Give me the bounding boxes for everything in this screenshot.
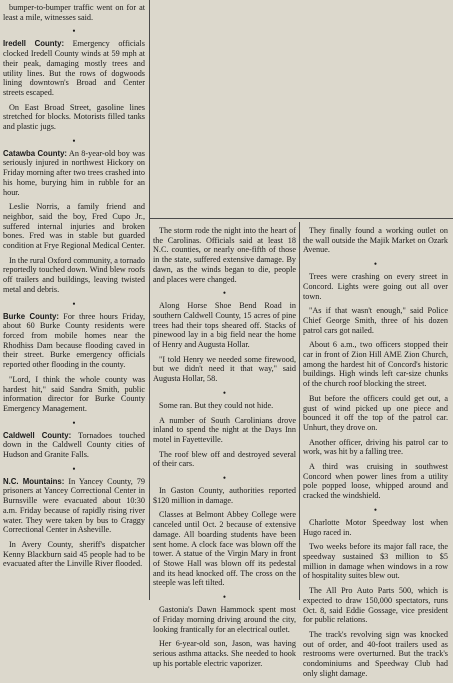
body-paragraph: Gastonia's Dawn Hammock spent most of Friday morning driving around the city, looking frantically for an electrical outlet. xyxy=(153,605,296,634)
body-paragraph: "As if that wasn't enough," said Police Chief George Smith, three of his dozen patrol cars got nailed. xyxy=(303,306,448,335)
body-paragraph: Along Horse Shoe Bend Road in southern Caldwell County, 15 acres of pine trees had their tops sheared off. Stacks of pinewood lay in a big field near the home of Henry and Augusta Hollar. xyxy=(153,301,296,350)
section-bullet-separator: • xyxy=(72,298,76,309)
body-paragraph: The track's revolving sign was knocked out of order, and 40-foot trailers used as restrooms were overturned. But the track's condominiums and Speedway Club had only slight damage. xyxy=(303,629,448,678)
section-bullet-separator: • xyxy=(72,135,76,146)
section-paragraph xyxy=(3,431,145,460)
body-paragraph: Leslie Norris, a family friend and neighbor, said the boy, Fred Cupo Jr., suffered internal injuries and broken bones. Fred was in stable but guarded condition at Frye Regional Medical Center. xyxy=(3,202,145,251)
section-bullet-separator: • xyxy=(72,463,76,474)
section-paragraph xyxy=(3,477,145,535)
section-heading: Catawba County: xyxy=(3,148,67,158)
body-paragraph: Two weeks before its major fall race, the speedway sustained $3 million to $5 million in damage when windows in a row of hospitality suites blew out. xyxy=(303,542,448,581)
body-paragraph: "Lord, I think the whole county was hardest hit," said Sandra Smith, public information director for Burke County Emergency Management. xyxy=(3,374,145,413)
section-bullet-separator: • xyxy=(222,288,227,299)
body-paragraph: A third was cruising in southwest Concord when power lines from a utility pole popped loose, whipped around and cracked the windshield. xyxy=(303,462,448,501)
body-paragraph: But before the officers could get out, a gust of wind picked up one piece and bounced it off the top of the patrol car. Unhurt, they drove on. xyxy=(303,393,448,432)
section-text: For three hours Friday, about 60 Burke County residents were forced from mobile homes near the Rhodhiss Dam because flooding caved in their street. Burke emergency officials reported other flooding in the county. xyxy=(3,311,145,370)
top-section-rule xyxy=(149,218,453,219)
body-paragraph: The All Pro Auto Parts 500, which is expected to draw 150,000 spectators, runs Oct. 8, said Eddie Gossage, vice president for public relations. xyxy=(303,586,448,625)
section-text: An 8-year-old boy was seriously injured in northwest Hickory on Friday morning after two trees crashed into his home, burying him in rubble for an hour. xyxy=(3,148,145,197)
body-paragraph: "I told Henry we needed some firewood, but we didn't need it that way," said Augusta Hollar, 58. xyxy=(153,354,296,384)
body-paragraph: On East Broad Street, gasoline lines stretched for blocks. Motorists filled tanks and plastic jugs. xyxy=(3,102,145,132)
body-paragraph: The storm rode the night into the heart of the Carolinas. Officials said at least 18 N.C. counties, or nearly one-fifth of those in the state, suffered extensive damage. By dawn, as the winds began to die, people and places were changed. xyxy=(153,226,296,284)
section-heading: Burke County: xyxy=(3,311,59,321)
section-paragraph xyxy=(3,312,145,370)
body-paragraph: Charlotte Motor Speedway lost when Hugo raced in. xyxy=(303,517,448,537)
column-3 xyxy=(303,226,448,683)
body-paragraph: Her 6-year-old son, Jason, was having serious asthma attacks. She needed to hook up his portable electric vaporizer. xyxy=(153,639,296,668)
body-paragraph: bumper-to-bumper traffic went on for at least a mile, witnesses said. xyxy=(3,3,145,22)
body-paragraph: A number of South Carolinians drove inland to spend the night at the Days Inn motel in Fayetteville. xyxy=(153,415,296,444)
section-paragraph xyxy=(3,39,145,97)
section-heading: N.C. Mountains: xyxy=(3,476,65,486)
body-paragraph: In Avery County, sheriff's dispatcher Kenny Blackburn said 45 people had to be evacuated after the Linville River flooded. xyxy=(3,539,145,569)
body-paragraph: About 6 a.m., two officers stopped their car in front of Zion Hill AME Zion Church, among the hardest hit of Concord's historic buildings. High winds left car-size chunks of the church roof blocking the street. xyxy=(303,340,448,389)
body-paragraph: Trees were crashing on every street in Concord. Lights were going out all over town. xyxy=(303,272,448,301)
body-paragraph: They finally found a working outlet on the wall outside the Majik Market on Ozark Avenue. xyxy=(303,226,448,255)
section-bullet-separator: • xyxy=(72,417,76,428)
body-paragraph: Another officer, driving his patrol car to work, was hit by a falling tree. xyxy=(303,437,448,457)
section-bullet-separator: • xyxy=(373,259,378,270)
section-text: Tornadoes touched down in the Caldwell County cities of Hudson and Granite Falls. xyxy=(3,430,145,460)
body-paragraph: Classes at Belmont Abbey College were canceled until Oct. 2 because of extensive damage. All boarding students have been sent home. A clock face was blown off the tower. A statue of the Virgin Mary in front of Stowe Hall was blown off its pedestal and its head knocked off. The cross on the steeple was left tilted. xyxy=(153,510,296,588)
section-bullet-separator: • xyxy=(222,592,227,603)
section-text: Emergency officials clocked Iredell County winds at 59 mph at their peak, damaging mostly trees and utility lines. But the rows of dogwoods lining downtown's Broad and Center streets escaped. xyxy=(3,39,145,97)
body-paragraph: In Gaston County, authorities reported $120 million in damage. xyxy=(153,486,296,505)
section-paragraph xyxy=(3,149,145,198)
column-rule-2 xyxy=(299,222,300,600)
column-1 xyxy=(3,3,145,574)
section-bullet-separator: • xyxy=(222,387,227,398)
section-heading: Caldwell County: xyxy=(3,430,72,440)
column-2 xyxy=(153,226,296,673)
section-bullet-separator: • xyxy=(373,504,378,515)
section-bullet-separator: • xyxy=(222,473,227,484)
section-text: In Yancey County, 79 prisoners at Yancey Correctional Center in Burnsville were evacuated about 10:30 a.m. Friday because of rapidly rising river water. They were taken by bus to Craggy Correctional Center in Asheville. xyxy=(3,476,145,535)
section-bullet-separator: • xyxy=(72,26,76,37)
body-paragraph: Some ran. But they could not hide. xyxy=(159,400,274,410)
body-paragraph: In the rural Oxford community, a tornado reportedly touched down. Wind blew roofs off trailers and buildings, leaving twisted metal and debris. xyxy=(3,255,145,294)
body-paragraph: The roof blew off and destroyed several of their cars. xyxy=(153,449,296,469)
column-rule-1 xyxy=(149,0,150,600)
section-heading: Iredell County: xyxy=(3,39,65,49)
